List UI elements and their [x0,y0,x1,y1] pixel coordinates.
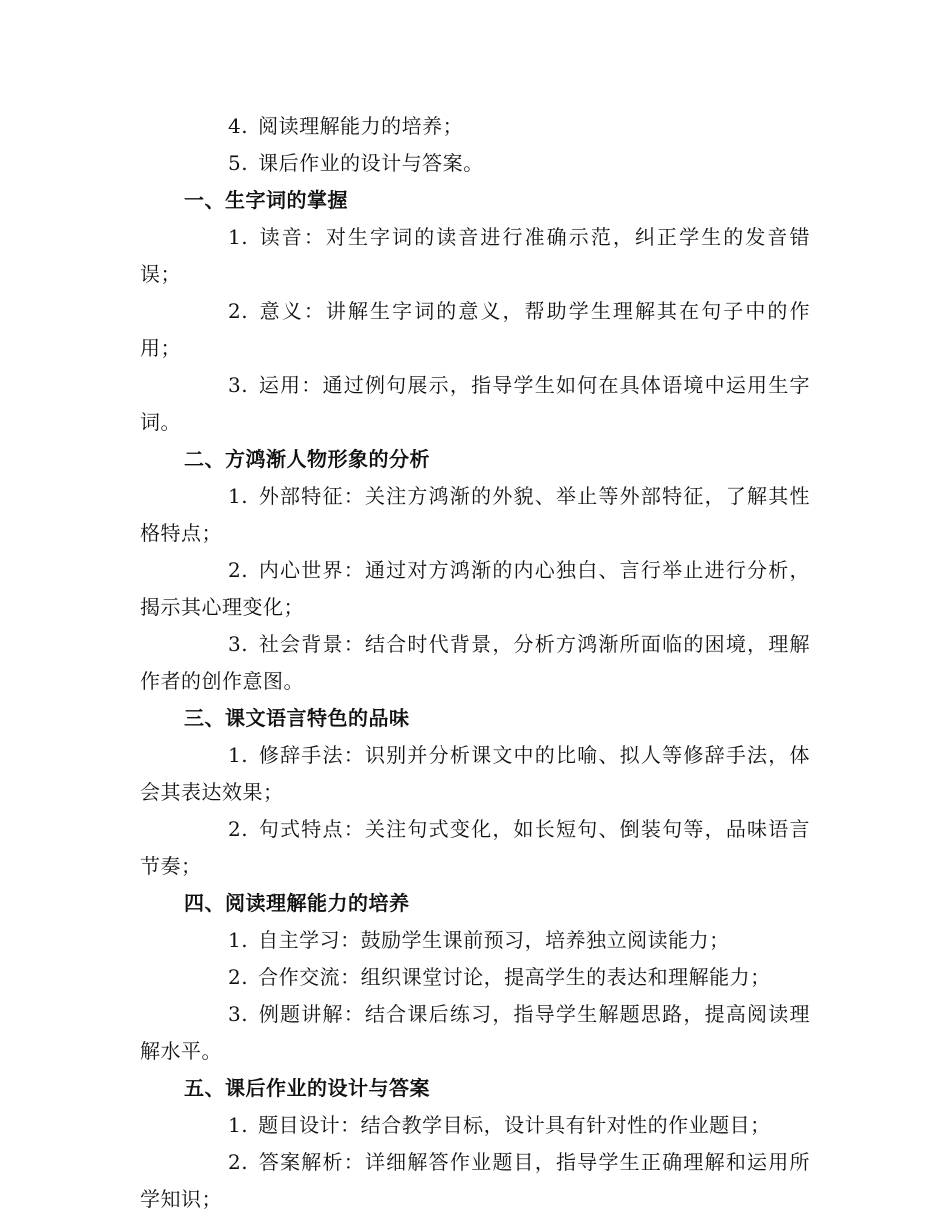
list-item [140,1107,810,1144]
item-number: 1. [228,928,249,952]
list-item [140,811,810,885]
list-item [140,108,810,145]
item-text: 外部特征：关注方鸿渐的外貌、举止等外部特征，了解其性格特点； [140,484,810,545]
section-heading: 一、生字词的掌握 [184,188,348,212]
item-number: 4. [228,114,249,138]
item-text: 内心世界：通过对方鸿渐的内心独白、言行举止进行分析，揭示其心理变化； [140,558,810,619]
list-item [140,293,810,367]
item-text: 读音：对生字词的读音进行准确示范，纠正学生的发音错误； [140,225,810,286]
list-item [140,1144,810,1218]
item-text: 阅读理解能力的培养； [258,114,464,138]
item-text: 课后作业的设计与答案。 [258,151,484,175]
item-number: 1. [228,743,249,767]
list-item [140,922,810,959]
item-number: 2. [228,965,249,989]
item-text: 意义：讲解生字词的意义，帮助学生理解其在句子中的作用； [140,299,810,360]
item-text: 自主学习：鼓励学生课前预习，培养独立阅读能力； [258,928,730,952]
section-heading: 三、课文语言特色的品味 [184,706,410,730]
list-item [140,959,810,996]
item-text: 句式特点：关注句式变化，如长短句、倒装句等，品味语言节奏； [140,817,810,878]
item-text: 答案解析：详细解答作业题目，指导学生正确理解和运用所学知识； [140,1150,810,1211]
item-number: 2. [228,1150,249,1174]
item-text: 修辞手法：识别并分析课文中的比喻、拟人等修辞手法，体会其表达效果； [140,743,810,804]
item-number: 3. [228,632,249,656]
item-number: 2. [228,817,249,841]
item-number: 1. [228,1113,249,1137]
item-text: 例题讲解：结合课后练习，指导学生解题思路，提高阅读理解水平。 [140,1002,810,1063]
item-number: 1. [228,484,249,508]
list-item [140,626,810,700]
list-item [140,367,810,441]
item-number: 2. [228,299,249,323]
item-number: 5. [228,151,249,175]
list-item [140,737,810,811]
item-number: 2. [228,558,249,582]
item-text: 题目设计：结合教学目标，设计具有针对性的作业题目； [258,1113,771,1137]
section-heading: 二、方鸿渐人物形象的分析 [184,447,430,471]
list-item [140,552,810,626]
item-text: 社会背景：结合时代背景，分析方鸿渐所面临的困境，理解作者的创作意图。 [140,632,810,693]
item-text: 运用：通过例句展示，指导学生如何在具体语境中运用生字词。 [140,373,810,434]
section-heading: 四、阅读理解能力的培养 [184,891,410,915]
item-number: 3. [228,373,249,397]
item-number: 1. [228,225,249,249]
list-item [140,478,810,552]
list-item [140,996,810,1070]
document-body [140,108,810,1218]
list-item [140,145,810,182]
section-heading: 五、课后作业的设计与答案 [184,1076,430,1100]
item-number: 3. [228,1002,249,1026]
list-item [140,219,810,293]
item-text: 合作交流：组织课堂讨论，提高学生的表达和理解能力； [258,965,771,989]
